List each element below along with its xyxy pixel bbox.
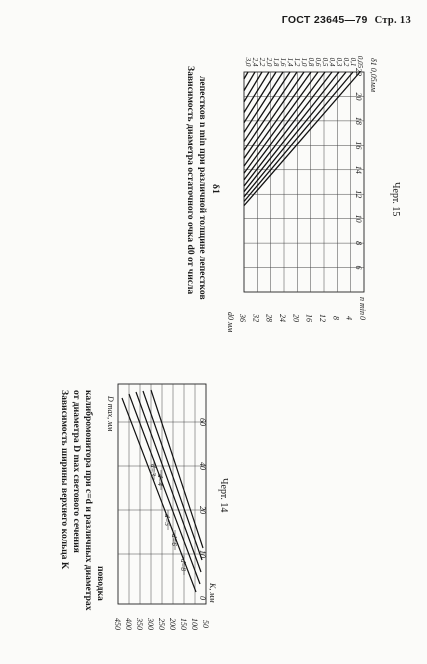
chart14-caption-line-3: калибромонитора при c=d и различных диаметрах [83,390,94,611]
chart15-x-tick: 6 [354,265,363,270]
chart15-y-tick: 12 [318,314,327,322]
chart15-x-axis-label: n min [358,297,367,315]
chart15-thickness-labels [244,56,364,69]
chart15-y-tick: 16 [304,314,314,322]
chart15-thickness-tag: 0,6 [314,57,322,67]
chart14-curve-tag: d=3 [149,464,157,476]
chart15-curve [244,72,360,206]
chart15-x-tick: 10 [354,214,363,223]
chart14-caption-line-1: Зависимость ширины верхнего кольца K [59,390,70,570]
chart15-y-axis-label: d0 мм [226,312,235,333]
chart14-x-tick: 40 [198,462,207,470]
chart14-y-tick: 350 [135,618,144,630]
chart14-number: Черт. 14 [218,478,229,513]
chart15-x-tick: 14 [354,165,363,174]
chart15-thickness-tag: 0,8 [307,57,315,67]
chart15-thickness-tag: 2,0 [265,57,273,67]
chart15-thickness-tag: 2,2 [258,57,266,67]
chart14-x-tick: 60 [198,418,207,426]
chart15-y-tick: 20 [291,314,301,322]
chart15-caption-line-1: Зависимость диаметра остаточного очка d0 от числа [185,66,196,295]
chart15-y-tick: 28 [264,314,274,322]
chart14-curve-tag: d=5 [163,514,171,526]
chart15-y-tick: 36 [238,314,247,322]
chart15-number: Черт. 15 [390,182,401,217]
chart15-curve [244,72,346,197]
chart15-thickness-tag: 0,3 [335,57,343,67]
chart14-caption-line-2: от диаметра D max светового сечения [71,390,82,553]
chart14-grid [118,384,206,604]
chart15-x-tick: 8 [354,241,363,246]
chart15-thickness-tag: 0,2 [342,57,350,67]
chart15-thickness-tag: 2,4 [251,57,259,67]
chart15-curve [244,72,276,123]
chart14-curve-tag: d=4 [156,474,164,486]
chart15-y-tick: 8 [331,316,341,320]
chart14-x-tick: 0 [198,596,207,600]
chart15-x-tick: 20 [354,92,363,101]
chart14-curves [122,390,203,592]
chart14-x-axis-label: K, мм [208,583,217,603]
chart15-thickness-tag: 1,2 [293,57,301,67]
chart14-x-tick: 10 [198,550,207,558]
chart14-y-tick: 400 [124,618,133,630]
chart15-y-tick: 0 [358,316,367,320]
chart14-curve-tag: d=6 [170,534,178,546]
chart15-thickness-tag: 1,4 [286,57,294,67]
chart15-thickness-tag: 1,8 [272,57,280,67]
chart15-caption-line-3: δ1 [210,184,221,194]
chart15-y-tick: 24 [278,314,287,322]
chart14-curve [136,392,201,572]
chart15-thickness-tag: 0,5 [321,57,329,67]
chart14-x-tick: 20 [198,506,207,514]
chart14-y-tick: 150 [179,618,188,630]
chart14-y-tick: 100 [190,618,199,630]
chart15-curve [244,72,269,113]
chart14-curve [129,394,200,584]
chart14-y-tick: 300 [146,618,155,630]
chart-14 [59,384,229,630]
chart14-y-tick: 50 [201,620,210,628]
chart15-curve [244,72,353,201]
chart14-curve-tag: d=8 [179,559,187,571]
chart14-y-tick: 450 [113,618,122,630]
chart14-y-axis-label: D max, мм [106,396,115,432]
chart14-y-tick: 250 [157,618,166,630]
chart15-x-tick: 22 [354,68,363,76]
chart15-thickness-tag: 3,0 [244,57,252,67]
chart15-x-tick: 18 [354,116,363,125]
chart14-caption-line-4: поводка [95,566,106,601]
chart15-thickness-tag: 0,05 [356,55,364,69]
chart15-y-tick: 4 [344,316,354,320]
chart15-thickness-tag: 1,0 [300,57,308,67]
chart15-curve [244,72,248,79]
chart15-x-tick: 16 [354,141,363,150]
chart15-thickness-tag: 1,6 [279,57,287,67]
chart15-caption-line-2: лепестков n min при различной толщине лепестков [197,76,208,300]
chart15-x-tick: 12 [354,190,363,199]
chart-15 [185,56,401,332]
chart15-thickness-axis-label: δ1 0,05мм [369,58,378,92]
chart14-y-tick: 200 [168,618,177,630]
chart15-thickness-tag: 0,4 [328,57,336,67]
chart15-y-tick: 32 [251,314,261,322]
chart15-curves [244,72,360,206]
chart15-thickness-tag: 0,1 [349,57,357,67]
standard-number: ГОСТ 23645—79 [281,14,368,26]
chart15-curve [244,72,290,142]
page-number: Стр. 13 [374,15,411,26]
